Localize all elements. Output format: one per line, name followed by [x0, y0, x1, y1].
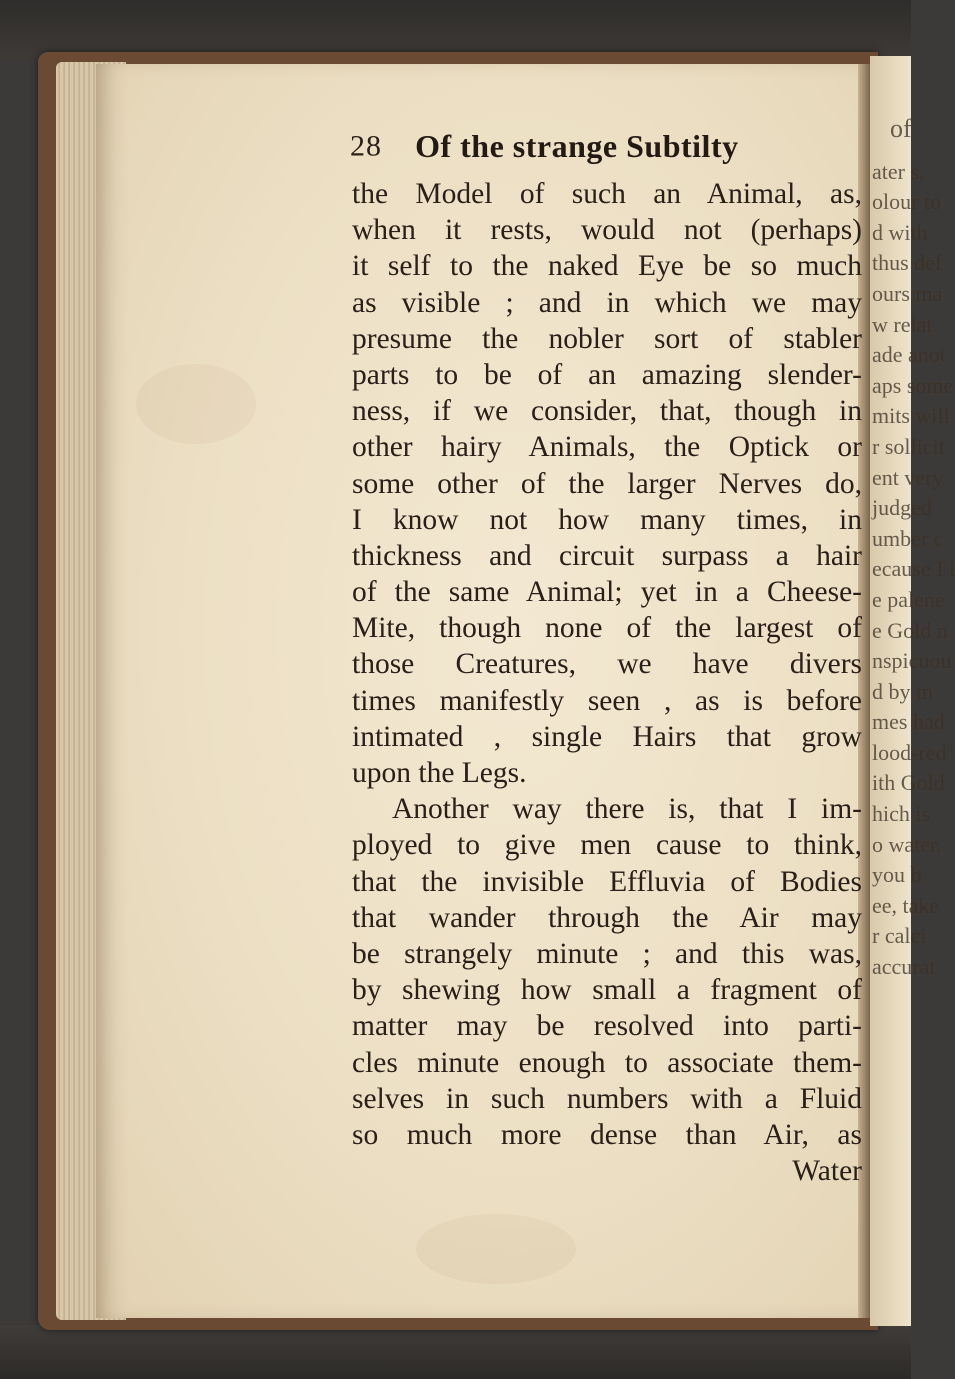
facing-page-line: aps some — [872, 372, 954, 398]
text-line: by shewing how small a fragment of — [352, 974, 862, 1007]
facing-page-line: thus def — [872, 250, 943, 276]
facing-page-line: you b — [872, 862, 922, 888]
text-line: ployed to give men cause to think, — [352, 829, 862, 862]
facing-page-line: umber c — [872, 525, 944, 551]
background-bottom — [0, 1325, 911, 1379]
text-line: ness, if we consider, that, though in — [352, 395, 862, 428]
facing-page-line: olour to — [872, 189, 942, 215]
text-line: Mite, though none of the largest of — [352, 612, 862, 645]
text-line: selves in such numbers with a Fluid — [352, 1082, 862, 1115]
text-line: cles minute enough to associate them- — [352, 1046, 862, 1079]
text-line: Another way there is, that I im- — [392, 793, 862, 826]
facing-page-line: ade anot — [872, 342, 946, 368]
text-line: presume the nobler sort of stabler — [352, 322, 862, 355]
page-header — [350, 128, 870, 178]
running-head: Of the strange Subtilty — [415, 128, 739, 164]
text-line: when it rests, would not (perhaps) — [352, 214, 862, 247]
paper-stain — [136, 364, 256, 444]
facing-page-line: d by m — [872, 678, 934, 704]
facing-page-line: r sollicit — [872, 433, 945, 459]
text-line: intimated , single Hairs that grow — [352, 720, 862, 753]
page-body-text — [352, 176, 862, 1189]
page-number: 28 — [350, 129, 382, 163]
facing-page-line: lood-red — [872, 739, 947, 765]
text-line: it self to the naked Eye be so much — [352, 250, 862, 283]
text-line: I know not how many times, in — [352, 503, 862, 536]
text-line: other hairy Animals, the Optick or — [352, 431, 862, 464]
facing-page-line: ours ma — [872, 280, 943, 306]
text-line: as visible ; and in which we may — [352, 286, 862, 319]
text-line: thickness and circuit surpass a hair — [352, 539, 862, 572]
facing-page-line: ee, take — [872, 892, 940, 918]
text-line: times manifestly seen , as is before — [352, 684, 862, 717]
facing-page-line: mits will — [872, 403, 950, 429]
text-line: that the invisible Effluvia of Bodies — [352, 865, 862, 898]
facing-page-line: r calci — [872, 923, 927, 949]
facing-page-fragment — [870, 56, 955, 1326]
text-line: so much more dense than Air, as — [352, 1118, 862, 1151]
facing-page-line: ent very — [872, 464, 944, 490]
facing-page-line: ecause I l — [872, 556, 955, 582]
text-line: parts to be of an amazing slender- — [352, 358, 862, 391]
text-line: matter may be resolved into parti- — [352, 1010, 862, 1043]
facing-page-line: e Gold n — [872, 617, 948, 643]
facing-page-line: ith Gold — [872, 770, 945, 796]
text-line: those Creatures, we have divers — [352, 648, 862, 681]
text-line: of the same Animal; yet in a Cheese- — [352, 576, 862, 609]
facing-page-line: ater s, — [872, 158, 925, 184]
text-line: the Model of such an Animal, as, — [352, 178, 862, 210]
facing-page-line: e palene — [872, 586, 945, 612]
background-top — [0, 0, 911, 60]
facing-page-line: hich is — [872, 801, 931, 827]
facing-page-line: judged — [872, 495, 932, 521]
facing-page-line: w relat — [872, 311, 933, 337]
text-line: that wander through the Air may — [352, 901, 862, 934]
facing-page-line: d with — [872, 219, 928, 245]
facing-page-line: nspicuou — [872, 648, 952, 674]
text-line: some other of the larger Nerves do, — [352, 467, 862, 500]
facing-page-lines — [870, 157, 955, 983]
catchword: Water — [792, 1155, 862, 1188]
paper-stain — [416, 1214, 576, 1284]
text-line: upon the Legs. — [352, 757, 527, 789]
facing-page-line: o water. — [872, 831, 942, 857]
facing-page-line: mes had — [872, 709, 945, 735]
text-line: be strangely minute ; and this was, — [352, 937, 862, 970]
facing-page-heading: of — [890, 114, 912, 143]
facing-page-line: accurat — [872, 954, 936, 980]
